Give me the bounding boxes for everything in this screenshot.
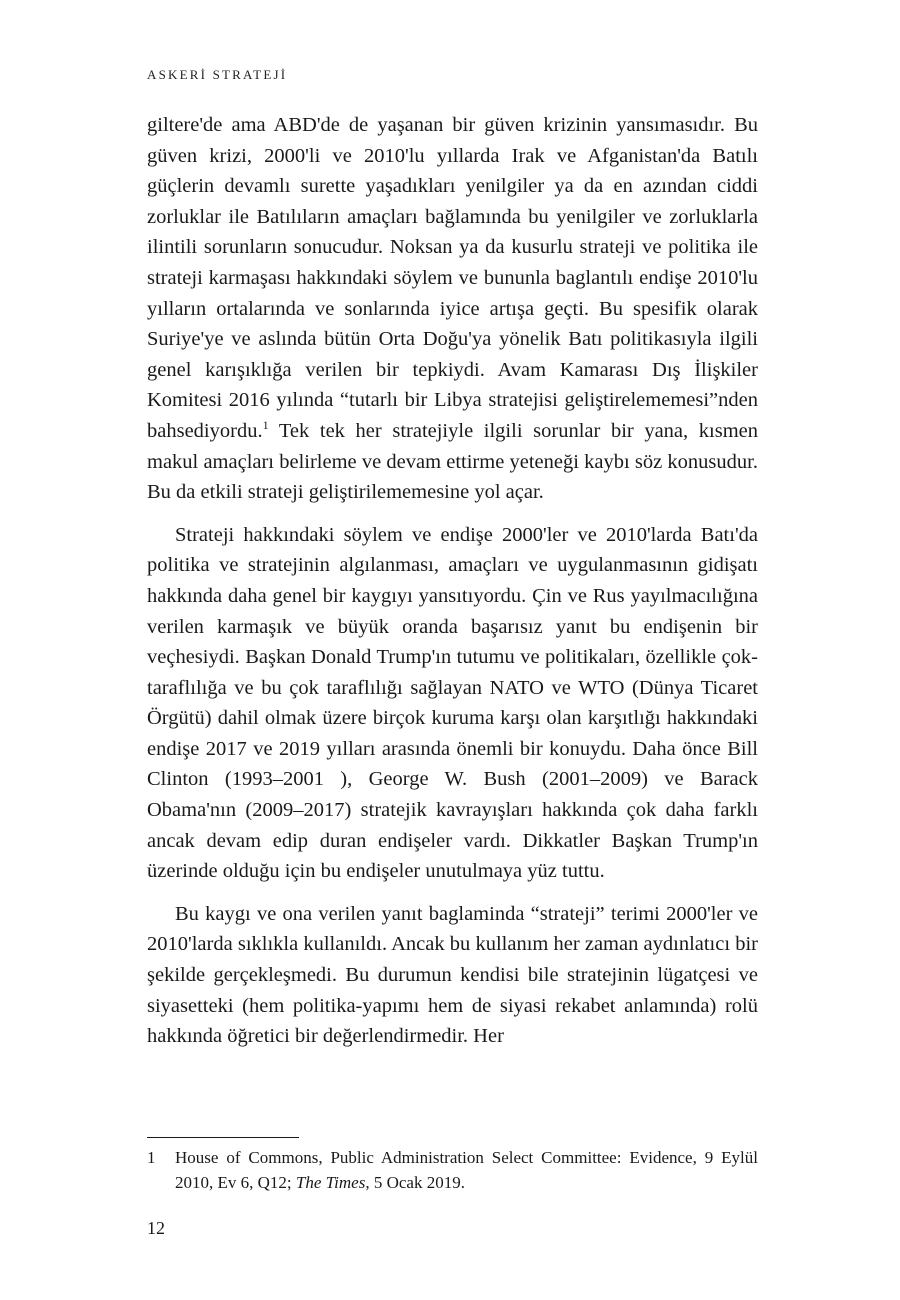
footnote-text-after: , 5 Ocak 2019. xyxy=(365,1173,465,1192)
body-text xyxy=(147,110,758,1052)
footnote-text xyxy=(175,1145,758,1195)
footnote xyxy=(147,1145,758,1195)
paragraph-1-text-continued: Tek tek her stratejiyle ilgili sorunlar bir yana, kısmen makul amaçları belirleme ve devam ettirme yeteneği kaybı söz konusudur. Bu da etkili strateji geliştirilememesine yol açar. xyxy=(147,419,758,504)
page-number: 12 xyxy=(147,1218,165,1238)
paragraph-1 xyxy=(147,110,758,508)
paragraph-3: Bu kaygı ve ona verilen yanıt baglaminda “strateji” terimi 2000'ler ve 2010'larda sıklıkla kullanıldı. Ancak bu kullanım her zaman aydınlatıcı bir şekilde gerçekleşmedi. Bu durumun kendisi bile stratejinin lügatçesi ve siyasetteki (hem politika-yapımı hem de siyasi rekabet anlamında) rolü hakkında öğretici bir değerlendirmedir. Her xyxy=(147,902,758,1048)
paragraph-2: Strateji hakkındaki söylem ve endişe 2000'ler ve 2010'larda Batı'da politika ve stratejinin algılanması, amaçları ve uygulanmasının gidişatı hakkında daha genel bir kaygıyı yansıtıyordu. Çin ve Rus yayılmacılığına verilen karmaşık ve büyük oranda başarısız yanıt bu endişenin bir veçhesiydi. Başkan Donald Trump'ın tutumu ve politikaları, özellikle çok-taraflılığa ve bu çok taraflılığı sağlayan NATO ve WTO (Dünya Ticaret Örgütü) dahil olmak üzere birçok kuruma karşı olan karşıtlığı hakkındaki endişe 2017 ve 2019 yılları arasında önemli bir konuydu. Daha önce Bill Clinton (1993–2001 ), George W. Bush (2001–2009) ve Barack Obama'nın (2009–2017) stratejik kavrayışları hakkında çok daha farklı ancak devam edip duran endişeler vardı. Dikkatler Başkan Trump'ın üzerinde olduğu için bu endişeler unutulmaya yüz tuttu. xyxy=(147,523,758,883)
footnote-reference: 1 xyxy=(262,418,269,433)
footnote-text-before: House of Commons, Public Administration Select Committee: Evidence, 9 Eylül 2010, Ev 6, Q12; xyxy=(175,1148,758,1192)
footnote-number: 1 xyxy=(147,1148,156,1167)
footnote-italic-title: The Times xyxy=(295,1173,366,1192)
footnote-divider xyxy=(147,1137,299,1138)
running-head: ASKERİ STRATEJİ xyxy=(147,67,288,82)
paragraph-1-text: giltere'de ama ABD'de de yaşanan bir güven krizinin yansımasıdır. Bu güven krizi, 2000'li ve 2010'lu yıllarda Irak ve Afganistan'da Batılı güçlerin devamlı surette yaşadıkları yenilgiler ya da en azından ciddi zorluklar ile Batılıların amaçları bağlamında bu yenilgiler ve zorluklarla ilintili sorunların sonucudur. Noksan ya da kusurlu strateji ve politika ile strateji karmaşası hakkındaki söylem ve bununla baglantılı endişe 2010'lu yılların ortalarında ve sonlarında iyice artışa geçti. Bu spesifik olarak Suriye'ye ve aslında bütün Orta Doğu'ya yönelik Batı politikasıyla ilgili genel karışıklığa verilen bir tepkiydi. Avam Kamarası Dış İlişkiler Komitesi 2016 yılında “tutarlı bir Libya stratejisi geliştirelememesi”nden bahsediyordu. xyxy=(147,114,758,442)
